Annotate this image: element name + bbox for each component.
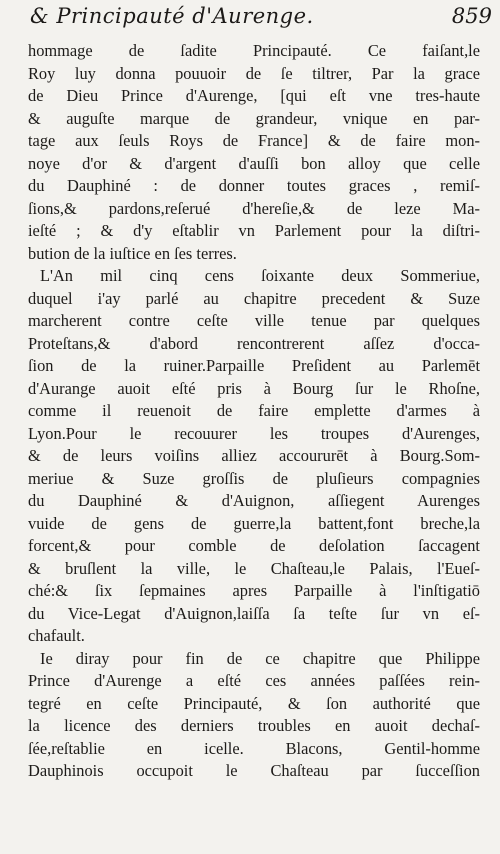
text-line: ſions,& pardons,reſerué d'hereſie,& de leze Ma- (28, 198, 480, 218)
text-line: de Dieu Prince d'Aurenge, [qui eſt vne tres-haute (28, 86, 480, 105)
text-line: hommage de ſadite Principauté. Ce faiſant,le (28, 41, 480, 60)
text-line: ſée,reſtablie en icelle. Blacons, Gentil-homme (28, 738, 480, 758)
text-line: & auguſte marque de grandeur, vnique en par- (28, 108, 480, 128)
text-line: d'Aurange auoit eſté pris à Bourg ſur le Rhoſne, (28, 378, 480, 398)
page-number: 859 (451, 4, 492, 28)
text-line: du Dauphiné & d'Auignon, aſſiegent Aurenges (28, 491, 480, 510)
body-text (28, 40, 480, 783)
text-line: Roy luy donna pouuoir de ſe tiltrer, Par la grace (28, 63, 480, 83)
text-line: la licence des derniers troubles en auoit dechaſ- (28, 716, 480, 735)
text-line: du Dauphiné : de donner toutes graces , remiſ- (28, 176, 480, 195)
text-line: & bruſlent la ville, le Chaſteau,le Palais, l'Eueſ- (28, 558, 480, 578)
text-line: ſion de la ruiner.Parpaille Preſident au Parlemēt (28, 356, 480, 375)
text-line: bution de la iuſtice en ſes terres. (28, 243, 237, 263)
text-line: Prince d'Aurenge a eſté ces années paſſées rein- (28, 671, 480, 690)
text-line: & de leurs voiſins alliez accoururēt à Bourg.Som- (28, 446, 480, 465)
text-line: marcherent contre ceſte ville tenue par quelques (28, 311, 480, 330)
text-line: comme il reuenoit de faire emplette d'armes à (28, 401, 480, 420)
paragraph-start-line: L'An mil cinq cens ſoixante deux Sommeriue, (40, 266, 480, 285)
text-line: Proteſtans,& d'abord rencontrerent aſſez d'occa- (28, 333, 480, 353)
text-line: meriue & Suze groſſis de pluſieurs compagnies (28, 468, 480, 488)
text-line: chafault. (28, 626, 85, 645)
text-line: Lyon.Pour le recouurer les troupes d'Aurenges, (28, 423, 480, 443)
running-header (30, 4, 492, 38)
text-line: du Vice-Legat d'Auignon,laiſſa ſa teſte ſur vn eſ- (28, 603, 480, 623)
text-line: Dauphinois occupoit le Chaſteau par ſucceſſion (28, 761, 480, 780)
paragraph-start-line: Ie diray pour fin de ce chapitre que Philippe (40, 648, 480, 668)
text-line: vuide de gens de guerre,la battent,font breche,la (28, 513, 480, 533)
text-line: tage aux ſeuls Roys de France] & de faire mon- (28, 131, 480, 150)
running-title: & Principauté d'Aurenge. (30, 4, 314, 28)
text-line: noye d'or & d'argent d'auſſi bon alloy que celle (28, 153, 480, 173)
text-line: tegré en ceſte Principauté, & ſon authorité que (28, 693, 480, 713)
text-line: duquel i'ay parlé au chapitre precedent & Suze (28, 288, 480, 308)
text-line: forcent,& pour comble de deſolation ſaccagent (28, 536, 480, 555)
text-line: ché:& ſix ſepmaines apres Parpaille à l'inſtigatiō (28, 581, 480, 600)
text-line: ieſté ; & d'y eſtablir vn Parlement pour la diſtri- (28, 221, 480, 240)
